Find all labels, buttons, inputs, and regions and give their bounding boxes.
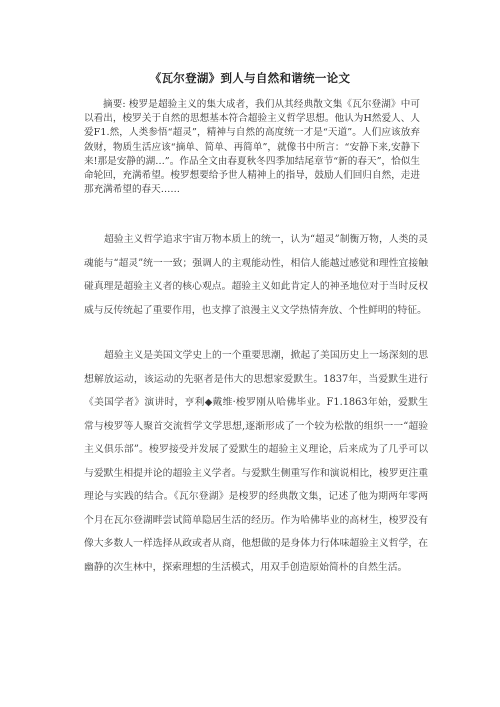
body-paragraph-2: 超验主义是美国文学史上的一个重要思潮，掀起了美国历史上一场深刻的思想解放运动，该运动的先驱者是伟大的思想家爱默生。1837年，当爱默生进行《美国学者》演讲时，亨利◆戴维·梭罗刚从哈佛毕业。F1.1863年始，爱默生常与梭罗等人聚首交流哲学文学思想,逐渐形成了一个较为松散的组织一一“超验主义俱乐部”。梭罗接受并发展了爱默生的超验主义理论，后来成为了几乎可以与爱默生相提并论的超验主义学者。与爱默生侧重写作和演说相比，梭罗更注重理论与实践的结合。《瓦尔登湖》是梭罗的经典散文集，记述了他为期两年零两个月在瓦尔登湖畔尝试简单隐居生活的经历。作为哈佛毕业的高材生，梭罗没有像大多数人一样选择从政或者从商，他想做的是身体力行体味超验主义哲学，在幽静的次生林中，探索理想的生活模式，用双手创造原始简朴的自然生活。: [84, 350, 428, 573]
document-title: 《瓦尔登湖》到人与自然和谐统一论文: [149, 71, 351, 85]
abstract-paragraph: 摘要: 梭罗是超验主义的集大成者，我们从其经典散文集《瓦尔登湖》中可以看出，梭罗关于自然的思想基本符合超验主义哲学思想。他认为H然爱人、人爱F1.然，人类参悟“超灵”，精神与自然的高度统一才是“天道”。人们应该放弃敛财，物质生活应该“摘单、简单、再简单”，就像书中所言：“安静下来,安静下来!那是安静的湖…”。作品全文由春夏秋冬四季加结尾章节“新的春天”，恰似生命轮回，充满希望。梭罗想要给予世人精神上的指导，鼓励人们回归自然，走进那充满希望的春天……: [84, 99, 420, 196]
body-paragraph-1: 超验主义哲学追求宇宙万物本质上的统一，认为“超灵”制衡万物，人类的灵魂能与“超灵”统一一致；强调人的主观能动性，相信人能越过感觉和理性宜接触碰真理是超验主义者的核心观点。超验主义如此肯定人的神圣地位对于当时反权威与反传统起了重要作用，也支撑了浪漫主义文学热情奔放、个性鲜明的特征。: [84, 234, 428, 316]
